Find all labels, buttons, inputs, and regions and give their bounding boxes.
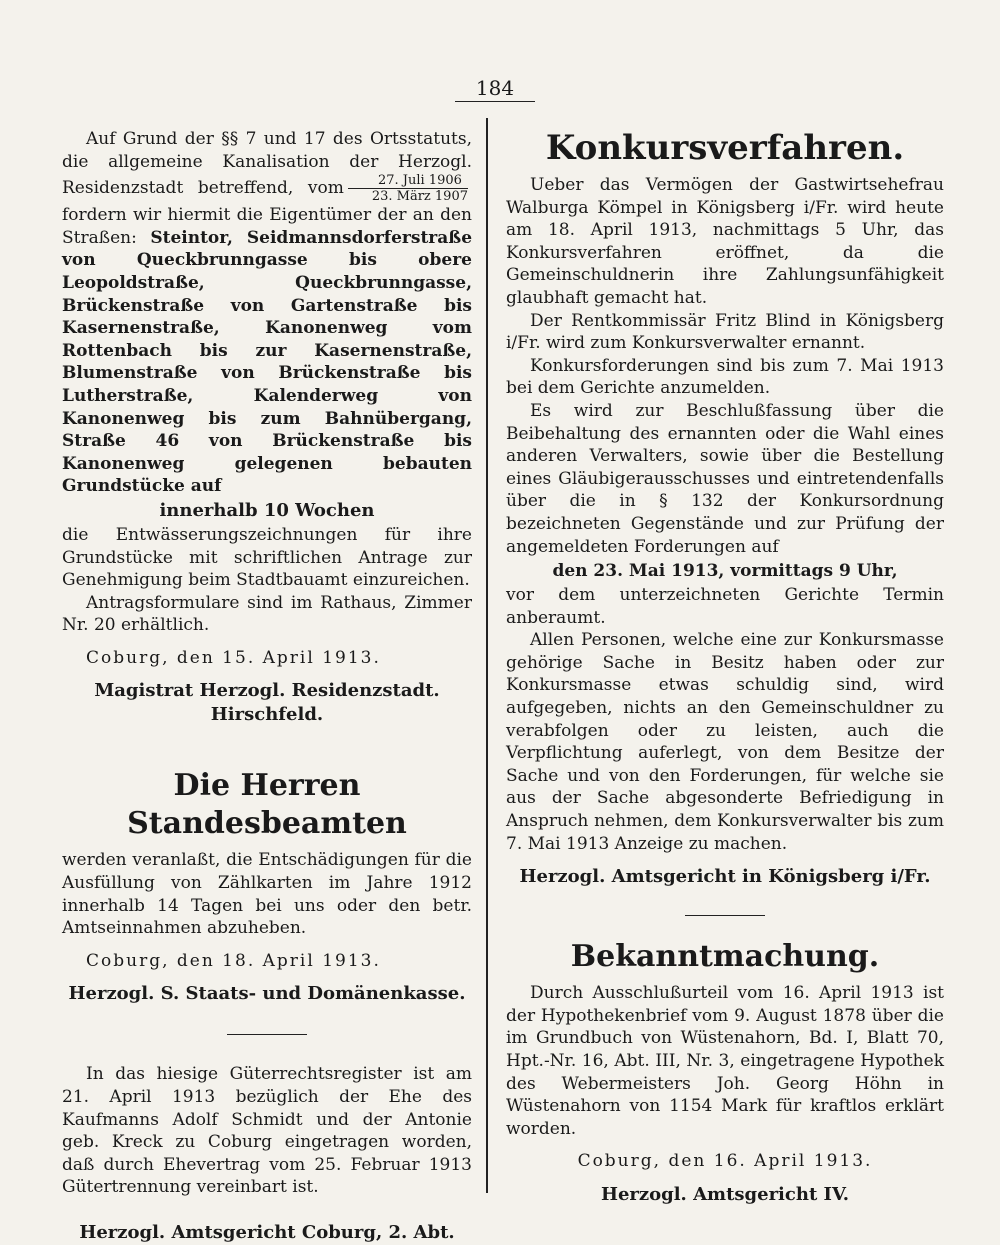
notice-kanalisation-line-a: Auf Grund der §§ 7 und 17 des Ortsstatuts, die allgemeine Kanalisation der Herzogl. Residenzstadt betreffend, vom <box>62 129 472 199</box>
notice-konkurs-para3: Konkursforderungen sind bis zum 7. Mai 1913 bei dem Gerichte anzumelden. <box>506 355 944 399</box>
notice-kanalisation-signer: Hirschfeld. <box>210 704 324 726</box>
statute-date-fraction <box>348 173 468 204</box>
notice-konkurs-heading: Konkursverfahren. <box>545 128 905 168</box>
notice-gueterrecht-text: In das hiesige Güterrechtsregister ist am 21. April 1913 bezüglich der Ehe des Kaufmanns Adolf Schmidt und der Antonie geb. Kreck zu Coburg eingetragen worden, daß durch Ehevertrag vom 25. Februar 1913 Gütertrennung vereinbart ist. <box>62 1064 472 1198</box>
notice-bekanntmachung-signature: Herzogl. Amtsgericht IV. <box>600 1183 850 1205</box>
notice-standesbeamten-place-date: Coburg, den 18. April 1913. <box>86 950 381 971</box>
notice-konkurs-para1: Ueber das Vermögen der Gastwirtsehefrau Walburga Kömpel in Königsberg i/Fr. wird heute am 18. April 1913, nachmittags 5 Uhr, das Konkursverfahren eröffnet, da die Gemeinschuldnerin ihre Zahlungsunfähigkeit glaubhaft gemacht hat. <box>506 175 944 308</box>
notice-standesbeamten-signature: Herzogl. S. Staats- und Domänenkasse. <box>68 983 466 1005</box>
notice-kanalisation-line-d: Antragsformulare sind im Rathaus, Zimmer Nr. 20 erhältlich. <box>62 592 472 636</box>
notice-konkurs-date-line: den 23. Mai 1913, vormittags 9 Uhr, <box>552 561 898 582</box>
notice-kanalisation-text <box>62 128 472 498</box>
left-column <box>62 128 472 1245</box>
notice-kanalisation-line-b: fordern wir hiermit die Eigentümer der an den Straßen: <box>62 205 472 248</box>
notice-bekanntmachung-place-date: Coburg, den 16. April 1913. <box>577 1151 873 1172</box>
statute-date-bottom: 23. März 1907 <box>371 189 468 205</box>
statute-date-top: 27. Juli 1906 <box>348 173 468 189</box>
notice-bekanntmachung-heading: Bekanntmachung. <box>570 939 880 975</box>
notice-konkurs-para5: vor dem unterzeichneten Gerichte Termin anberaumt. <box>506 585 944 628</box>
page-number: 184 <box>475 76 515 100</box>
notice-gueterrecht <box>62 1063 472 1245</box>
notice-gueterrecht-signature: Herzogl. Amtsgericht Coburg, 2. Abt. <box>79 1222 455 1243</box>
notice-kanalisation-place-date: Coburg, den 15. April 1913. <box>86 647 381 668</box>
notice-kanalisation-line-c: die Entwässerungszeichnungen für ihre Grundstücke mit schriftlichen Antrage zur Genehmigung beim Stadtbauamt einzureichen. <box>62 524 472 591</box>
notice-standesbeamten <box>62 767 472 1006</box>
notice-bekanntmachung-text: Durch Ausschlußurteil vom 16. April 1913 ist der Hypothekenbrief vom 9. August 1878 über die im Grundbuch von Wüstenahorn, Bd. I, Blatt 70, Hpt.-Nr. 16, Abt. III, Nr. 3, eingetragene Hypothek des Webermeisters Joh. Georg Höhn in Wüstenahorn von 1154 Mark für kraftlos erklärt worden. <box>506 983 944 1139</box>
notice-konkurs <box>506 128 944 889</box>
notice-kanalisation-deadline: innerhalb 10 Wochen <box>159 499 375 521</box>
notice-kanalisation-streets: Steintor, Seidmannsdorferstraße von Queckbrunngasse bis obere Leopoldstraße, Queckbrunngasse, Brückenstraße von Gartenstraße bis Kasernenstraße, Kanonenweg vom Rottenbach bis zur Kasernenstraße, Blumenstraße von Brückenstraße bis Lutherstraße, Kalenderweg von Kanonenweg bis zum Bahnübergang, Straße 46 von Brückenstraße bis Kanonenweg gelegenen bebauten Grundstücke auf <box>62 227 473 497</box>
column-divider <box>486 118 488 1193</box>
notice-konkurs-para2: Der Rentkommissär Fritz Blind in Königsberg i/Fr. wird zum Konkursverwalter ernannt. <box>506 310 944 354</box>
notice-konkurs-signature: Herzogl. Amtsgericht in Königsberg i/Fr. <box>519 866 931 888</box>
notice-kanalisation <box>62 128 472 727</box>
notice-bekanntmachung <box>506 938 944 1207</box>
notice-kanalisation-signature: Magistrat Herzogl. Residenzstadt. <box>94 680 440 702</box>
right-column <box>506 128 944 1207</box>
page-number-rule <box>455 101 535 102</box>
notice-konkurs-para4: Es wird zur Beschlußfassung über die Beibehaltung des ernannten oder die Wahl eines anderen Verwalters, sowie über die Bestellung eines Gläubigerausschusses und eintretendenfalls über die in § 132 der Konkursordnung bezeichneten Gegenstände und zur Prüfung der angemeldeten Forderungen auf <box>506 400 944 557</box>
notice-standesbeamten-heading: Die Herren Standesbeamten <box>127 768 407 842</box>
notice-konkurs-para6: Allen Personen, welche eine zur Konkursmasse gehörige Sache in Besitz haben oder zur Konkursmasse etwas schuldig sind, wird aufgegeben, nichts an den Gemeinschuldner zu verabfolgen oder zu leisten, auch die Verpflichtung auferlegt, von dem Besitze der Sache und von den Forderungen, für welche sie aus der Sache abgesonderte Befriedigung in Anspruch nehmen, dem Konkursverwalter bis zum 7. Mai 1913 Anzeige zu machen. <box>506 630 944 854</box>
notice-standesbeamten-text: werden veranlaßt, die Entschädigungen für die Ausfüllung von Zählkarten im Jahre 1912 innerhalb 14 Tagen bei uns oder den betr. Amtseinnahmen abzuheben. <box>62 850 472 939</box>
